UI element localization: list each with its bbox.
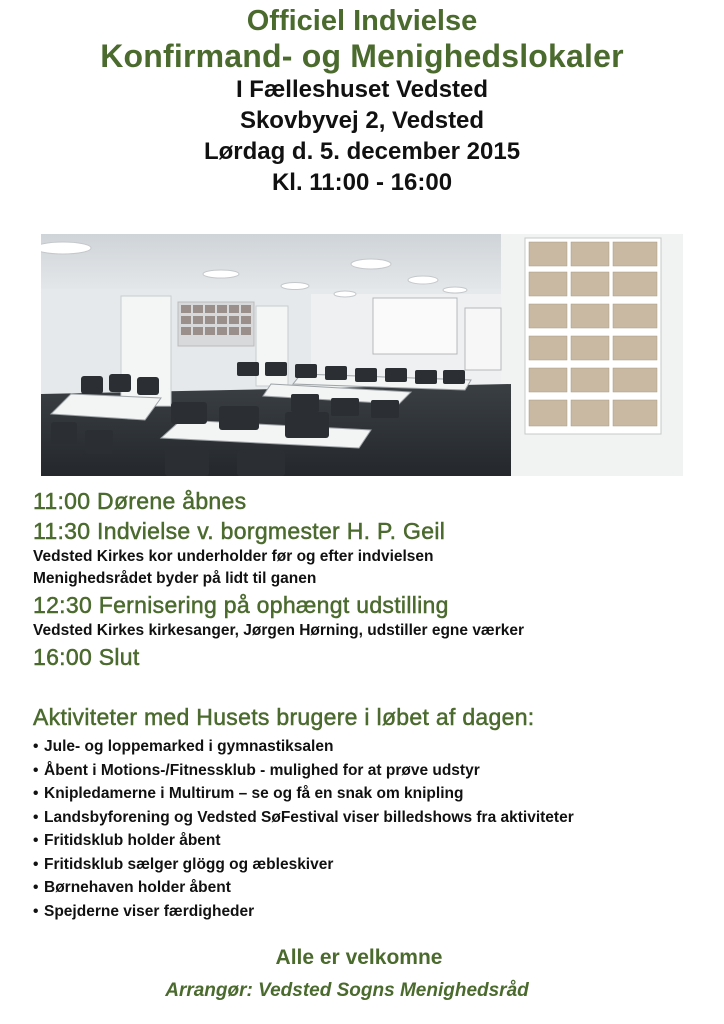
program-item-1600: 16:00 Slut — [33, 644, 140, 670]
event-date: Lørdag d. 5. december 2015 — [203, 138, 521, 165]
program-schedule — [33, 486, 713, 672]
list-item: • Landsbyforening og Vedsted SøFestival viser billedshows fra aktiviteter — [33, 806, 574, 830]
organizer-text: Arrangør: Vedsted Sogns Menighedsråd — [165, 980, 529, 1001]
venue-name: I Fælleshuset Vedsted — [235, 76, 489, 103]
program-detail: Menighedsrådet byder på lidt til ganen — [33, 570, 317, 587]
list-item: • Børnehaven holder åbent — [33, 876, 574, 900]
activities-heading: Aktiviteter med Husets brugere i løbet af dagen: — [33, 704, 535, 730]
event-time: Kl. 11:00 - 16:00 — [271, 169, 453, 196]
room-photo — [41, 234, 683, 476]
welcome-text: Alle er velkomne — [275, 946, 443, 969]
program-item-1230: 12:30 Fernisering på ophængt udstilling — [33, 592, 449, 618]
venue-address: Skovbyvej 2, Vedsted — [239, 107, 485, 134]
list-item: • Fritidsklub holder åbent — [33, 829, 574, 853]
list-item: • Spejderne viser færdigheder — [33, 900, 574, 924]
list-item: • Fritidsklub sælger glögg og æbleskiver — [33, 853, 574, 877]
list-item: • Knipledamerne i Multirum – se og få en snak om knipling — [33, 782, 574, 806]
poster-header — [0, 4, 724, 198]
event-type-heading: Officiel Indvielse — [246, 5, 478, 37]
program-item-1130: 11:30 Indvielse v. borgmester H. P. Geil — [33, 518, 446, 544]
list-item: • Åbent i Motions-/Fitnessklub - mulighed for at prøve udstyr — [33, 759, 574, 783]
list-item: • Jule- og loppemarked i gymnastiksalen — [33, 735, 574, 759]
program-detail: Vedsted Kirkes kor underholder før og efter indvielsen — [33, 548, 434, 565]
event-title: Konfirmand- og Menighedslokaler — [100, 38, 624, 74]
program-detail: Vedsted Kirkes kirkesanger, Jørgen Hørning, udstiller egne værker — [33, 622, 525, 639]
activities-list — [33, 735, 574, 923]
program-item-1100: 11:00 Dørene åbnes — [33, 488, 247, 514]
